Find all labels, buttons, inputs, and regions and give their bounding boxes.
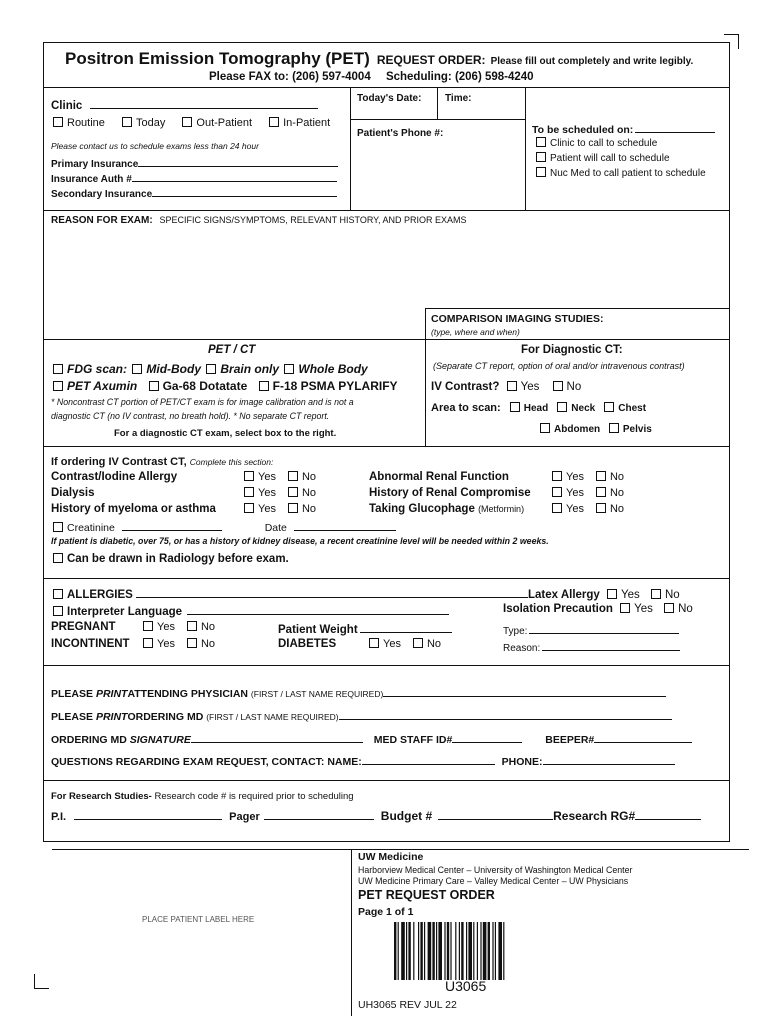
brain-checkbox[interactable]: [206, 364, 216, 374]
iv-no-label: No: [566, 381, 582, 393]
allergy-no-checkbox[interactable]: [288, 471, 298, 481]
pager-input[interactable]: [264, 808, 374, 820]
radiology-checkbox[interactable]: [53, 553, 63, 563]
allergies-checkbox[interactable]: [53, 589, 63, 599]
nucmed-call-checkbox[interactable]: [536, 167, 546, 177]
no-label: No: [426, 638, 442, 650]
contact-phone-input[interactable]: [543, 753, 675, 765]
axumin-checkbox[interactable]: [53, 381, 63, 391]
no-label: No: [200, 638, 216, 650]
reason-textarea[interactable]: [44, 230, 729, 308]
clinic-call-checkbox[interactable]: [536, 137, 546, 147]
iv-yes-label: Yes: [520, 381, 540, 393]
form-title: PET REQUEST ORDER: [358, 888, 495, 902]
org-line1: Harborview Medical Center – University of Washington Medical Center: [358, 865, 633, 875]
please-label: PLEASE: [51, 688, 94, 700]
area-row-2: [540, 423, 652, 435]
ivct-title: If ordering IV Contrast CT,: [51, 456, 187, 468]
reason-desc: SPECIFIC SIGNS/SYMPTOMS, RELEVANT HISTORY, AND PRIOR EXAMS: [159, 215, 467, 225]
radiology-row: [53, 553, 289, 565]
pi-input[interactable]: [74, 808, 222, 820]
pi-label: P.I.: [51, 811, 67, 823]
myeloma-yesno: [244, 503, 316, 515]
yes-label: Yes: [157, 621, 175, 633]
budget-label: Budget #: [380, 809, 433, 823]
myeloma-label: History of myeloma or asthma: [51, 503, 216, 515]
latex-label: Latex Allergy: [528, 589, 600, 601]
scheduling-number: Scheduling: (206) 598-4240: [385, 71, 534, 83]
diabetes-no-checkbox[interactable]: [413, 638, 423, 648]
iv-contrast-label: IV Contrast?: [431, 381, 500, 393]
ga68-checkbox[interactable]: [149, 381, 159, 391]
nucmed-call-label: Nuc Med to call patient to schedule: [550, 168, 706, 179]
footer-divider: [52, 849, 749, 850]
barcode: [394, 922, 550, 980]
no-label: No: [678, 603, 693, 615]
renal-yesno: [552, 471, 624, 483]
ga68-label: Ga-68 Dotatate: [162, 379, 248, 393]
attending-input[interactable]: [383, 685, 666, 697]
insurance-auth-field[interactable]: [51, 170, 337, 185]
ordering-field[interactable]: [51, 708, 672, 723]
incontinent-label: INCONTINENT: [51, 638, 130, 650]
insurance-auth-label: Insurance Auth #: [51, 174, 132, 185]
creatinine-checkbox[interactable]: [53, 522, 63, 532]
clinic-call-label: Clinic to call to schedule: [550, 138, 658, 149]
form-header: [65, 49, 693, 69]
iv-contrast-row: [431, 381, 581, 393]
yes-label: Yes: [258, 471, 276, 483]
org-line2: UW Medicine Primary Care – Valley Medical Center – UW Physicians: [358, 876, 629, 886]
budget-input[interactable]: [438, 808, 553, 820]
incontinent-no-checkbox[interactable]: [187, 638, 197, 648]
no-label: No: [609, 503, 625, 515]
signature-row[interactable]: [51, 731, 692, 746]
divider: [43, 210, 730, 211]
barcode-text: U3065: [445, 978, 487, 994]
glucophage-no-checkbox[interactable]: [596, 503, 606, 513]
divider: [350, 87, 351, 210]
area-label: Area to scan:: [431, 402, 501, 414]
secondary-insurance-field[interactable]: [51, 185, 337, 200]
reason-header: [51, 215, 467, 226]
signature-input[interactable]: [191, 731, 363, 743]
request-order-label: REQUEST ORDER:: [376, 53, 486, 67]
neck-checkbox[interactable]: [557, 402, 567, 412]
weight-label: Patient Weight: [278, 624, 358, 636]
yes-label: Yes: [157, 638, 175, 650]
secondary-insurance-input[interactable]: [152, 185, 337, 197]
fax-number: Please FAX to: (206) 597-4004: [209, 71, 371, 83]
type-label: Type:: [503, 626, 528, 637]
divider: [43, 578, 730, 579]
no-label: No: [200, 621, 216, 633]
allergy-label: Contrast/Iodine Allergy: [51, 471, 178, 483]
please-label: PLEASE: [51, 711, 94, 723]
attending-field[interactable]: [51, 685, 666, 700]
inpatient-checkbox[interactable]: [269, 117, 279, 127]
staff-id-label: MED STAFF ID#: [373, 734, 453, 746]
ordering-input[interactable]: [339, 708, 672, 720]
renal-hist-no-checkbox[interactable]: [596, 487, 606, 497]
area-row: [431, 402, 646, 414]
petct-note1: * Noncontrast CT portion of PET/CT exam is for image calibration and is not a: [51, 397, 354, 407]
questions-row[interactable]: [51, 753, 675, 768]
attending-sub: (FIRST / LAST NAME REQUIRED): [250, 689, 384, 699]
diabetes-label: DIABETES: [278, 638, 337, 650]
latex-no-checkbox[interactable]: [651, 589, 661, 599]
inpatient-label: In-Patient: [283, 117, 331, 129]
divider: [43, 780, 730, 781]
radiology-label: Can be drawn in Radiology before exam.: [67, 553, 289, 565]
yes-label: Yes: [566, 471, 584, 483]
reason-label: REASON FOR EXAM:: [51, 215, 153, 226]
attending-label: ATTENDING PHYSICIAN: [127, 688, 248, 700]
divider: [43, 446, 730, 447]
patient-call-checkbox[interactable]: [536, 152, 546, 162]
pelvis-checkbox[interactable]: [609, 423, 619, 433]
renal-hist-yesno: [552, 487, 624, 499]
secondary-insurance-label: Secondary Insurance: [51, 189, 153, 200]
isolation-row: [503, 603, 693, 615]
diabetes-yes-checkbox[interactable]: [369, 638, 379, 648]
type-input[interactable]: [529, 622, 679, 634]
pregnant-label: PREGNANT: [51, 621, 116, 633]
questions-label: QUESTIONS REGARDING EXAM REQUEST, CONTACT: NAME:: [51, 756, 362, 768]
yes-label: Yes: [566, 503, 584, 515]
renal-hist-label: History of Renal Compromise: [369, 487, 531, 499]
corner-mark-bottom-left: [34, 974, 49, 989]
print-label: PRINT: [95, 688, 128, 700]
diag-title: For Diagnostic CT:: [521, 344, 623, 356]
routine-checkbox[interactable]: [53, 117, 63, 127]
no-label: No: [301, 487, 317, 499]
priority-options: [53, 117, 330, 129]
chest-checkbox[interactable]: [604, 402, 614, 412]
axumin-label: PET Axumin: [67, 379, 138, 393]
diabetes-yesno: [369, 638, 441, 650]
research-row[interactable]: [51, 808, 701, 823]
midbody-label: Mid-Body: [146, 362, 202, 376]
petct-title: PET / CT: [208, 344, 256, 356]
reason-field[interactable]: [503, 639, 680, 654]
primary-insurance-field[interactable]: [51, 155, 338, 170]
page-number: Page 1 of 1: [358, 906, 414, 918]
org-name: UW Medicine: [358, 851, 424, 863]
chest-label: Chest: [618, 403, 647, 414]
renal-hist-yes-checkbox[interactable]: [552, 487, 562, 497]
schedule-opt1[interactable]: [536, 137, 657, 149]
midbody-checkbox[interactable]: [132, 364, 142, 374]
creatinine-label: Creatinine: [67, 522, 115, 534]
divider: [350, 119, 525, 120]
comparison-label: COMPARISON IMAGING STUDIES:: [431, 313, 604, 325]
time-label: Time:: [445, 93, 472, 104]
allergy-yes-checkbox[interactable]: [244, 471, 254, 481]
dialysis-no-checkbox[interactable]: [288, 487, 298, 497]
no-label: No: [609, 487, 625, 499]
outpatient-checkbox[interactable]: [182, 117, 192, 127]
pregnant-no-checkbox[interactable]: [187, 621, 197, 631]
fdg-label: FDG scan:: [67, 362, 128, 376]
todays-date-label: Today's Date:: [357, 93, 422, 104]
allergies-input[interactable]: [136, 586, 528, 598]
clinic-label: Clinic: [51, 100, 83, 112]
latex-yes-checkbox[interactable]: [607, 589, 617, 599]
page-title: Positron Emission Tomography (PET): [65, 49, 370, 68]
allergies-label: ALLERGIES: [67, 589, 133, 601]
patient-label-area: PLACE PATIENT LABEL HERE: [142, 915, 255, 924]
no-label: No: [664, 589, 680, 601]
petct-note2: diagnostic CT (no IV contrast, no breath hold). * No separate CT report.: [51, 411, 330, 421]
wholebody-checkbox[interactable]: [284, 364, 294, 374]
signature-label: SIGNATURE: [129, 734, 191, 746]
contact-note: Please contact us to schedule exams less than 24 hour: [51, 141, 259, 151]
pregnant-yes-checkbox[interactable]: [143, 621, 153, 631]
head-checkbox[interactable]: [510, 402, 520, 412]
beeper-label: BEEPER#: [545, 734, 595, 746]
contact-name-input[interactable]: [362, 753, 495, 765]
weight-input[interactable]: [360, 621, 452, 633]
interpreter-field[interactable]: [53, 603, 449, 618]
divider: [425, 308, 426, 446]
divider: [437, 87, 438, 119]
reason-input[interactable]: [542, 639, 680, 651]
renal-no-checkbox[interactable]: [596, 471, 606, 481]
divider: [525, 87, 526, 210]
myeloma-yes-checkbox[interactable]: [244, 503, 254, 513]
divider: [43, 665, 730, 666]
yes-label: Yes: [258, 487, 276, 499]
divider: [425, 308, 730, 309]
creatinine-input[interactable]: [122, 519, 222, 531]
schedule-field[interactable]: [532, 121, 715, 136]
staff-id-input[interactable]: [452, 731, 522, 743]
interpreter-checkbox[interactable]: [53, 606, 63, 616]
divider: [43, 339, 730, 340]
insurance-auth-input[interactable]: [132, 170, 337, 182]
no-label: No: [301, 503, 317, 515]
creatinine-row: [53, 519, 396, 534]
comparison-sub: (type, where and when): [431, 327, 520, 337]
yes-label: Yes: [383, 638, 401, 650]
neck-label: Neck: [571, 403, 596, 414]
dialysis-label: Dialysis: [51, 487, 95, 499]
creatinine-date-input[interactable]: [294, 519, 396, 531]
iv-no-checkbox[interactable]: [553, 381, 563, 391]
beeper-input[interactable]: [594, 731, 692, 743]
head-label: Head: [523, 403, 549, 414]
today-label: Today: [135, 117, 166, 129]
f18-checkbox[interactable]: [259, 381, 269, 391]
incontinent-yes-checkbox[interactable]: [143, 638, 153, 648]
schedule-label: To be scheduled on:: [532, 124, 634, 136]
instruction-text: Please fill out completely and write legibly.: [490, 56, 694, 67]
research-header: [51, 791, 354, 802]
fdg-checkbox[interactable]: [53, 364, 63, 374]
abdomen-label: Abdomen: [554, 424, 601, 435]
glucophage-label: Taking Glucophage: [369, 503, 475, 515]
tracer-options: [53, 379, 398, 393]
brain-label: Brain only: [220, 362, 280, 376]
patient-call-label: Patient will call to schedule: [550, 153, 670, 164]
dialysis-yesno: [244, 487, 316, 499]
print-label: PRINT: [95, 711, 128, 723]
renal-label: Abnormal Renal Function: [369, 471, 509, 483]
pelvis-label: Pelvis: [622, 424, 652, 435]
research-rg-input[interactable]: [635, 808, 701, 820]
pregnant-yesno: [143, 621, 215, 633]
primary-insurance-input[interactable]: [138, 155, 338, 167]
myeloma-no-checkbox[interactable]: [288, 503, 298, 513]
petct-note3: For a diagnostic CT exam, select box to the right.: [114, 428, 337, 439]
ivct-header: [51, 456, 273, 468]
outpatient-label: Out-Patient: [196, 117, 253, 129]
glucophage-yes-checkbox[interactable]: [552, 503, 562, 513]
allergy-yesno: [244, 471, 316, 483]
schedule-opt2[interactable]: [536, 152, 670, 164]
weight-field[interactable]: [278, 621, 452, 636]
research-label: For Research Studies-: [51, 791, 152, 802]
patient-phone-label: Patient's Phone #:: [357, 128, 444, 139]
ordering-sub: (FIRST / LAST NAME REQUIRED): [206, 712, 339, 722]
reason-label: Reason:: [503, 643, 541, 654]
date-label: Date: [264, 522, 287, 534]
pager-label: Pager: [229, 811, 260, 823]
revision-label: UH3065 REV JUL 22: [358, 999, 457, 1011]
routine-label: Routine: [67, 117, 105, 129]
today-checkbox[interactable]: [122, 117, 132, 127]
isolation-label: Isolation Precaution: [503, 603, 613, 615]
f18-label: F-18 PSMA PYLARIFY: [272, 379, 398, 393]
research-rg-label: Research RG#: [553, 809, 636, 823]
diag-sub: (Separate CT report, option of oral and/or intravenous contrast): [433, 361, 685, 371]
clinic-input[interactable]: [90, 97, 318, 109]
iv-yes-checkbox[interactable]: [507, 381, 517, 391]
type-field[interactable]: [503, 622, 679, 637]
primary-insurance-label: Primary Insurance: [51, 159, 139, 170]
yes-label: Yes: [566, 487, 584, 499]
no-label: No: [301, 471, 317, 483]
dialysis-yes-checkbox[interactable]: [244, 487, 254, 497]
research-desc: Research code # is required prior to scheduling: [154, 791, 354, 802]
yes-label: Yes: [258, 503, 276, 515]
isolation-yes-checkbox[interactable]: [620, 603, 630, 613]
divider: [43, 87, 730, 88]
yes-label: Yes: [634, 603, 653, 615]
ordering-md-label: ORDERING MD: [51, 734, 127, 746]
renal-yes-checkbox[interactable]: [552, 471, 562, 481]
ivct-title-sub: Complete this section:: [189, 457, 274, 467]
interpreter-input[interactable]: [187, 603, 449, 615]
schedule-input[interactable]: [635, 121, 715, 133]
metformin-label: (Metformin): [478, 504, 525, 514]
isolation-no-checkbox[interactable]: [664, 603, 674, 613]
contact-line: [209, 71, 534, 83]
diabetic-note: If patient is diabetic, over 75, or has a history of kidney disease, a recent creatinine level will be needed within 2 weeks.: [51, 536, 549, 546]
contact-phone-label: PHONE:: [501, 756, 543, 768]
schedule-opt3[interactable]: [536, 167, 706, 179]
no-label: No: [609, 471, 625, 483]
fdg-scan-options: [53, 362, 368, 376]
incontinent-yesno: [143, 638, 215, 650]
footer-divider: [351, 849, 352, 1016]
clinic-field[interactable]: [51, 97, 318, 112]
ordering-label: ORDERING MD: [127, 711, 204, 723]
wholebody-label: Whole Body: [298, 362, 368, 376]
yes-label: Yes: [621, 589, 640, 601]
abdomen-checkbox[interactable]: [540, 423, 550, 433]
allergies-field[interactable]: [53, 586, 680, 601]
glucophage-yesno: [552, 503, 624, 515]
interpreter-label: Interpreter Language: [67, 606, 183, 618]
glucophage-row: [369, 503, 524, 515]
